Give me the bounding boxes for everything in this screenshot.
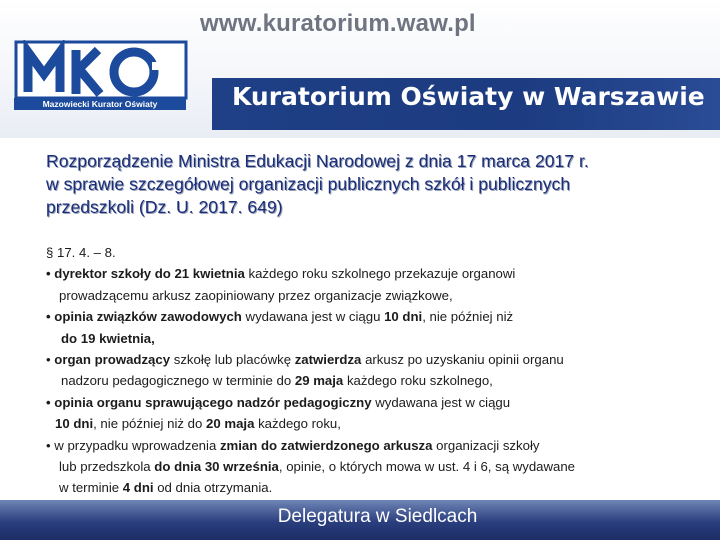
text-run: arkusz po uzyskaniu opinii organu [361,352,564,368]
text-run: , opinie, o których mowa w ust. 4 i 6, są wydawane [278,459,576,475]
bold-text: 20 maja [206,416,255,432]
logo-caption: Mazowiecki Kurator Oświaty [14,98,186,110]
section-heading: § 17. 4. – 8. [46,245,116,260]
text-run: każdego roku, [254,416,341,432]
text-run: organizacji szkoły [432,437,540,453]
page-header [0,0,720,138]
text-run: , nie później niż [422,309,514,325]
list-item-continuation: prowadzącemu arkusz zaopiniowany przez organizacje związkowe, [59,287,453,303]
bold-text: • dyrektor szkoły do 21 kwietnia [46,266,245,282]
text-run: w terminie [59,480,123,496]
website-url: www.kuratorium.waw.pl [200,10,476,37]
text-run: • [46,352,55,368]
text-run: lub przedszkola [59,459,155,475]
bold-text: • opinia związków zawodowych [46,309,242,325]
text-run: nadzoru pedagogicznego w terminie do [61,373,295,389]
bold-text: zatwierdza [294,352,362,368]
list-item [46,306,711,327]
regulation-title-line: w sprawie szczegółowej organizacji publicznych szkół i publicznych [46,174,571,194]
list-item-continuation [46,477,711,498]
bold-text: zmian do zatwierdzonego arkusza [219,437,433,453]
list-item [46,435,711,456]
bold-text: 4 dni [122,480,154,496]
bold-text: do 19 kwietnia, [61,330,155,346]
regulation-title-line: przedszkoli (Dz. U. 2017. 649) [46,197,283,217]
text-run: od dnia otrzymania. [153,480,273,496]
text-run: szkołę lub placówkę [170,352,295,368]
list-item [46,349,711,370]
text-run: • w przypadku wprowadzenia [46,437,220,453]
text-run: wydawana jest w ciągu [371,394,511,410]
regulation-body [46,242,711,499]
list-item [46,392,711,413]
text-run: wydawana jest w ciągu [241,309,385,325]
text-run: każdego roku szkolnego, [343,373,493,389]
footer-delegation-name: Delegatura w Siedlcach [277,506,478,527]
text-run: , nie później niż do [93,416,207,432]
bold-text: 29 maja [294,373,344,389]
bold-text: 10 dni [55,416,94,432]
list-item-continuation [46,370,711,391]
bold-text: organ prowadzący [54,352,171,368]
list-item [46,263,711,284]
bold-text: do dnia 30 września [154,459,279,475]
regulation-title [46,150,711,219]
banner-title: Kuratorium Oświaty w Warszawie [232,82,705,111]
list-item-continuation [46,413,711,434]
bold-text: 10 dni [384,309,423,325]
regulation-title-line: Rozporządzenie Ministra Edukacji Narodowej z dnia 17 marca 2017 r. [46,151,589,171]
text-run: każdego roku szkolnego przekazuje organowi [244,266,516,282]
list-item-continuation [46,328,711,349]
list-item-continuation [46,456,711,477]
bold-text: • opinia organu sprawującego nadzór pedagogiczny [46,394,372,410]
